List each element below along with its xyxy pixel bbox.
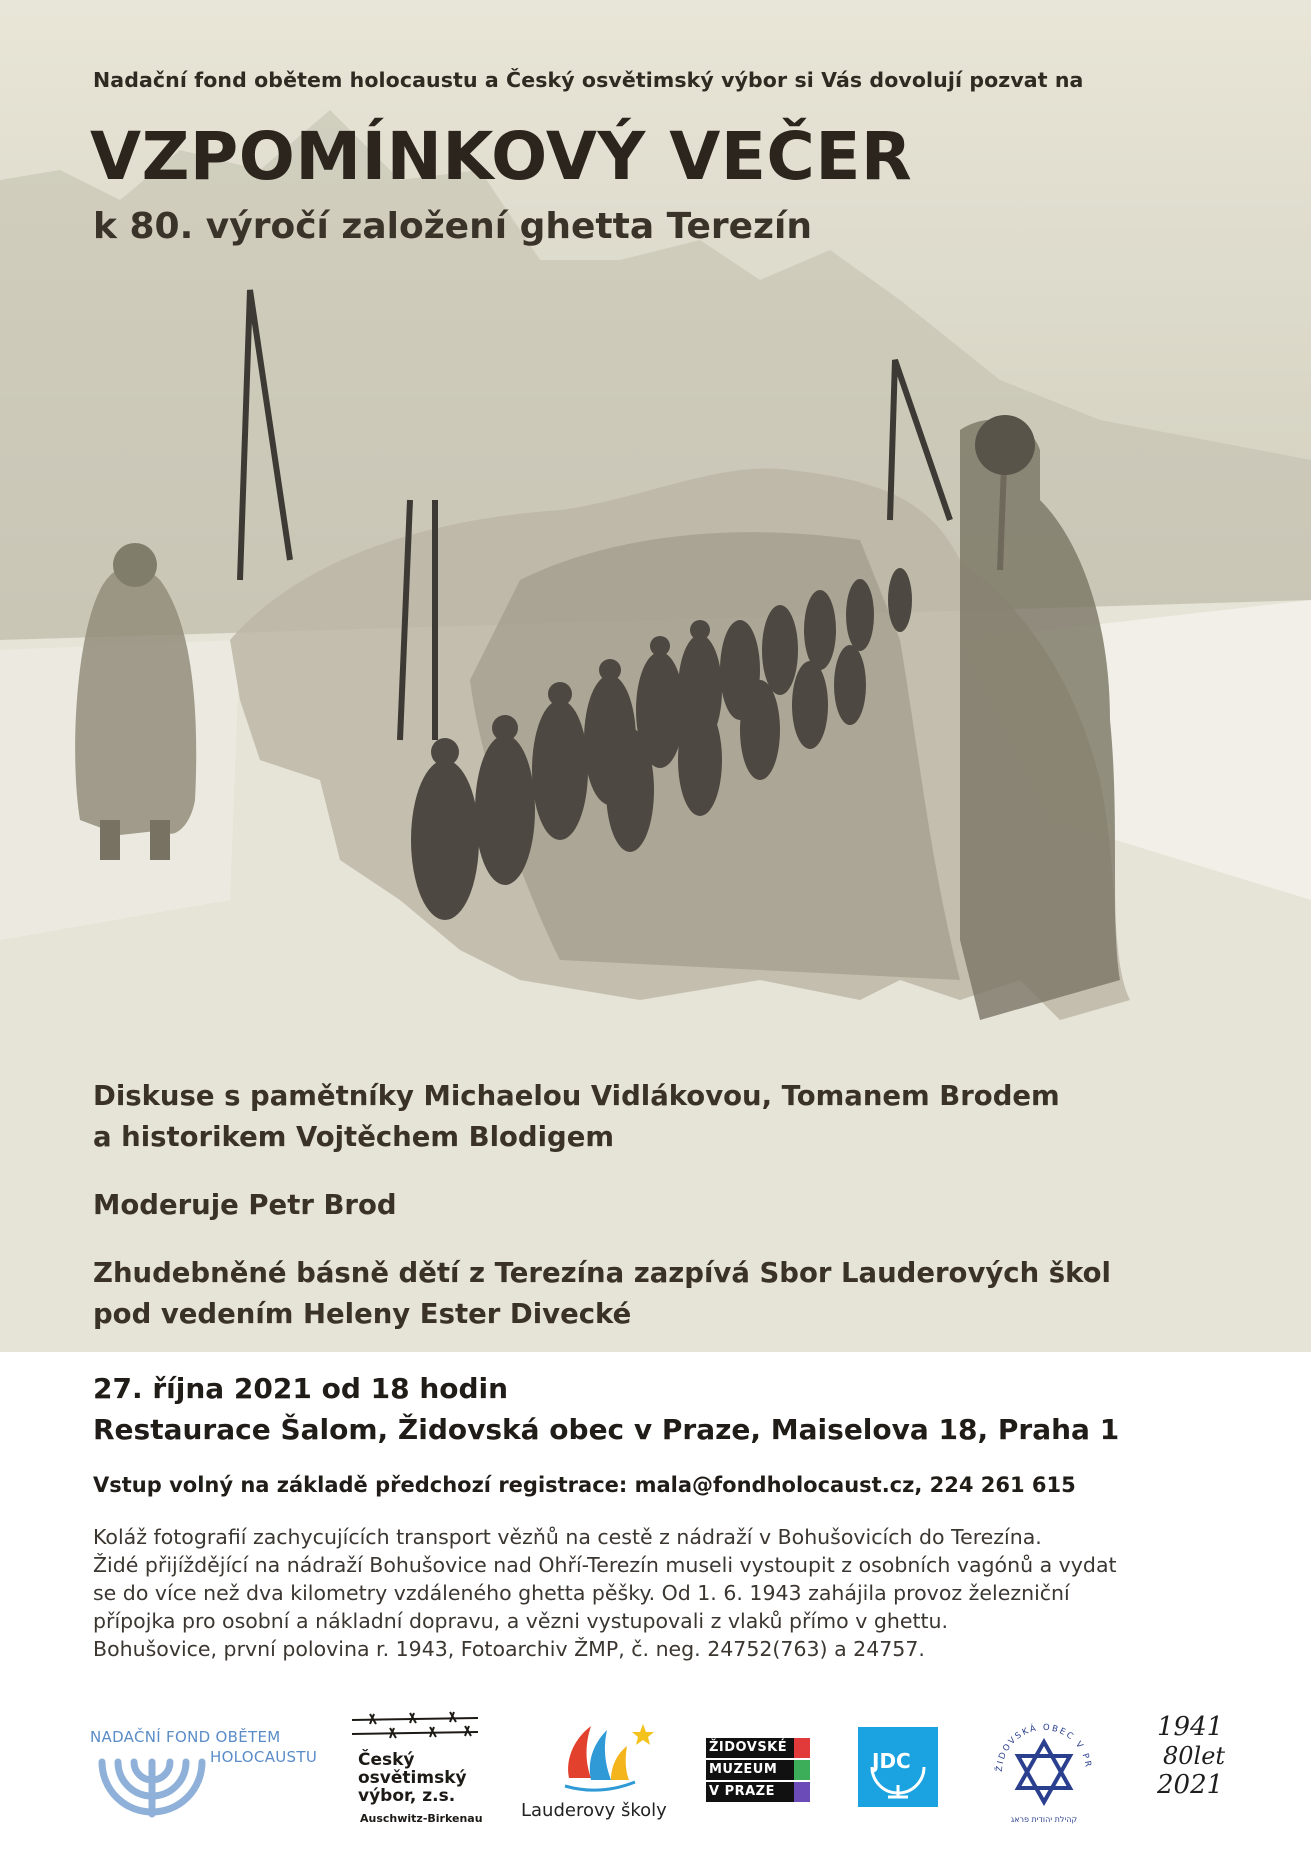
event-subtitle: k 80. výročí založení ghetta Terezín [93,206,812,247]
logo-osvetimsky-vybor [350,1710,490,1830]
logo-nadacni-fond-line1: NADAČNÍ FOND OBĚTEM [90,1728,281,1746]
invitation-line: Nadační fond obětem holocaustu a Český osvětimský výbor si Vás dovolují pozvat na [93,68,1084,92]
logo-anniversary [1145,1712,1265,1832]
logo-zm-color-block [794,1738,810,1758]
logo-jdc [858,1727,938,1807]
caption-line: se do více než dva kilometry vzdáleného ghetta pěšky. Od 1. 6. 1943 zahájila provoz železniční [93,1581,1070,1605]
logo-yr-years: 80let [1163,1742,1226,1770]
caption-line: Koláž fotografií zachycujících transport vězňů na cestě z nádraží v Bohušovicích do Terezína. [93,1525,1042,1549]
choir-line-2: pod vedením Heleny Ester Divecké [93,1298,632,1330]
logo-cov-line2: osvětimský [358,1768,467,1788]
moderator-line: Moderuje Petr Brod [93,1189,397,1221]
star-of-david-icon [988,1712,1100,1830]
caption-line: Bohušovice, první polovina r. 1943, Fotoarchiv ŽMP, č. neg. 24752(763) a 24757. [93,1637,925,1661]
logo-zm-color-block [794,1760,810,1780]
barbed-wire-icon [350,1710,480,1750]
event-venue: Restaurace Šalom, Židovská obec v Praze, Maiselova 18, Praha 1 [93,1413,1120,1446]
logo-nadacni-fond-line2: HOLOCAUSTU [210,1748,318,1766]
discussion-line-1: Diskuse s pamětníky Michaelou Vidlákovou, Tomanem Brodem [93,1080,1060,1112]
logo-zidovske-muzeum [703,1738,811,1804]
event-date: 27. října 2021 od 18 hodin [93,1372,509,1405]
logo-cov-line4: Auschwitz-Birkenau [360,1812,483,1825]
event-title: VZPOMÍNKOVÝ VEČER [90,118,913,195]
svg-text:ŽIDOVSKÁ OBEC V PRAZE [988,1712,1093,1772]
choir-line-1: Zhudebněné básně dětí z Terezína zazpívá Sbor Lauderových škol [93,1257,1111,1289]
discussion-line-2: a historikem Vojtěchem Blodigem [93,1121,614,1153]
logo-cov-line1: Český [358,1750,415,1770]
logo-nadacni-fond [90,1722,330,1822]
logo-zm-line1: ŽIDOVSKÉ [706,1738,794,1758]
logo-zop-ring-text: ŽIDOVSKÁ OBEC V PR [994,1722,1093,1773]
logo-lauderovy-label: Lauderovy školy [521,1800,667,1821]
caption-line: přípojka pro osobní a nákladní dopravu, a vězni vystupovali z vlaků přímo v ghettu. [93,1609,949,1633]
logo-jdc-label: JDC [872,1749,911,1773]
logo-zm-line2: MUZEUM [706,1760,794,1780]
caption-line: Židé přijíždějící na nádraží Bohušovice nad Ohří-Terezín museli vystoupit z osobních vagónů a vydat [93,1553,1117,1577]
logo-zidovska-obec [988,1712,1100,1830]
logo-yr-start: 1941 [1157,1712,1224,1742]
logo-yr-end: 2021 [1157,1770,1224,1800]
logo-zop-hebrew: קהילת יהודית פראג [1010,1815,1078,1824]
registration-info: Vstup volný na základě předchozí registrace: mala@fondholocaust.cz, 224 261 615 [93,1473,1076,1497]
logo-lauderovy-skoly [515,1718,665,1828]
logo-cov-line3: výbor, z.s. [358,1786,456,1806]
sail-star-icon [555,1718,675,1798]
logo-zm-line3: V PRAZE [706,1782,794,1802]
menorah-icon [90,1722,330,1822]
logo-zm-color-block [794,1782,810,1802]
